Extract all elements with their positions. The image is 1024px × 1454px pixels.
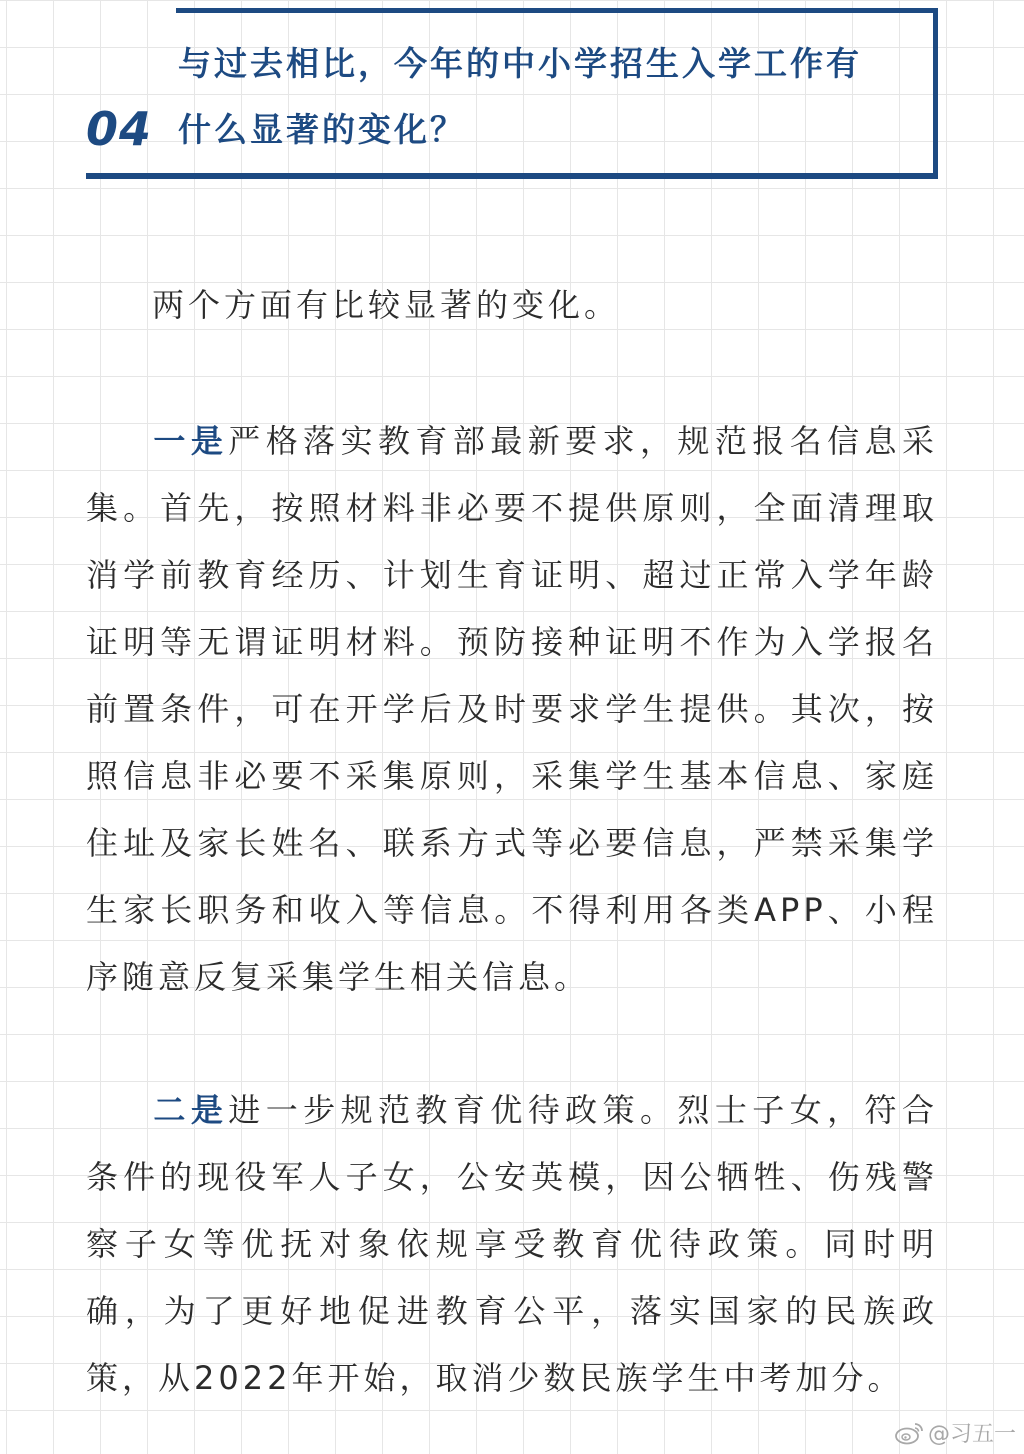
intro-paragraph — [86, 272, 938, 339]
point-one-paragraph — [86, 408, 938, 1011]
question-title-line-1: 与过去相比，今年的中小学招生入学工作有 — [178, 44, 862, 83]
watermark-text: @习五一 — [927, 1422, 1016, 1447]
point-one-lead: 一是 — [152, 422, 229, 460]
intro-text: 两个方面有比较显著的变化。 — [152, 286, 621, 324]
point-two-text: 进一步规范教育优待政策。烈士子女，符合条件的现役军人子女，公安英模，因公牺牲、伤残警察子女等优抚对象依规享受教育优待政策。同时明确，为了更好地促进教育公平，落实国家的民族政策，从2022年开始，取消少数民族学生中考加分。 — [86, 1091, 938, 1397]
point-one-text: 严格落实教育部最新要求，规范报名信息采集。首先，按照材料非必要不提供原则，全面清理取消学前教育经历、计划生育证明、超过正常入学年龄证明等无谓证明材料。预防接种证明不作为入学报名前置条件，可在开学后及时要求学生提供。其次，按照信息非必要不采集原则，采集学生基本信息、家庭住址及家长姓名、联系方式等必要信息，严禁采集学生家长职务和收入等信息。不得利用各类APP、小程序随意反复采集学生相关信息。 — [86, 422, 938, 996]
question-title-line-2: 什么显著的变化？ — [178, 110, 466, 149]
question-number: 04 — [86, 102, 153, 156]
weibo-icon — [894, 1421, 924, 1445]
header-underline — [86, 173, 938, 179]
header-frame — [176, 8, 938, 178]
point-two-lead: 二是 — [152, 1091, 229, 1129]
point-two-paragraph — [86, 1077, 938, 1412]
watermark — [894, 1417, 1016, 1448]
